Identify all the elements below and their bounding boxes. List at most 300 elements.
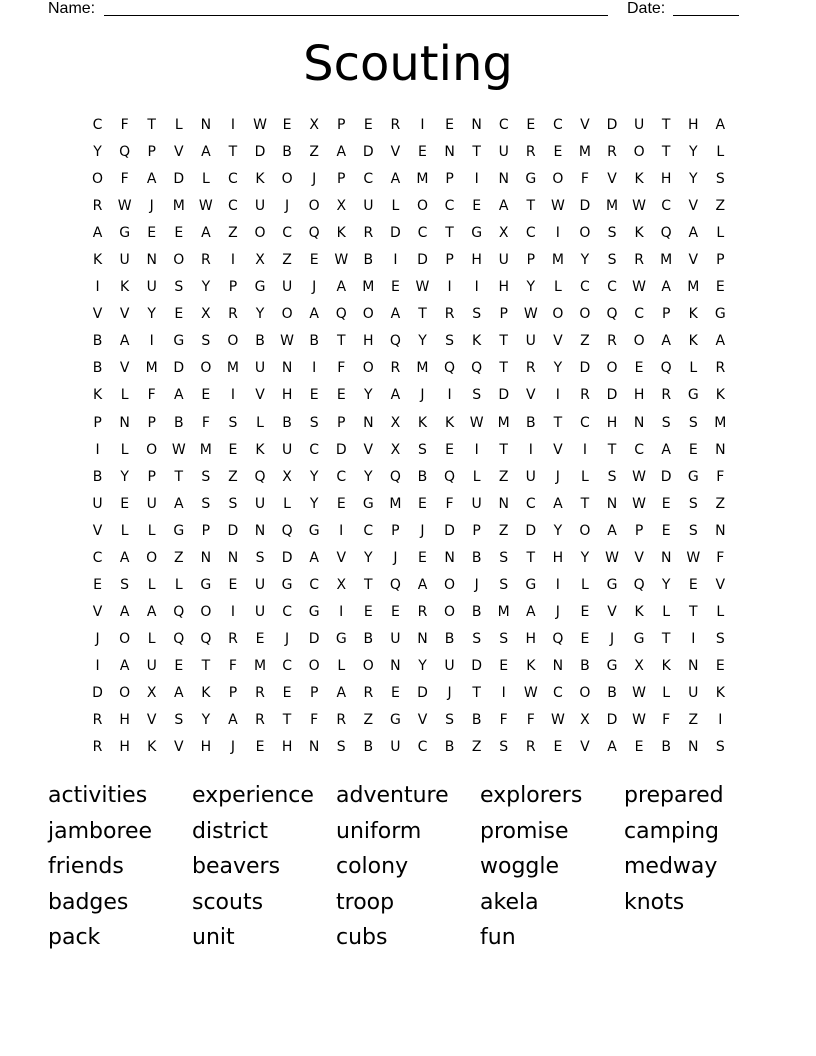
grid-cell: U (688, 684, 699, 701)
grid-cell: E (715, 279, 725, 296)
grid-cell: I (339, 603, 344, 620)
word-list-item: unit (192, 925, 235, 951)
grid-cell: K (688, 306, 698, 323)
grid-cell: K (634, 171, 644, 188)
grid-cell: X (634, 657, 644, 674)
grid-cell: K (255, 171, 265, 188)
grid-cell: A (417, 576, 428, 593)
grid-cell: V (92, 603, 103, 620)
grid-cell: A (119, 657, 130, 674)
grid-cell: L (201, 171, 210, 188)
grid-cell: Q (471, 360, 483, 377)
grid-cell: N (281, 360, 293, 377)
grid-cell: Q (552, 630, 564, 647)
grid-cell: H (281, 739, 293, 756)
date-blank-line[interactable] (673, 15, 739, 16)
grid-cell: P (201, 522, 211, 539)
grid-cell: P (337, 414, 346, 431)
word-list-item: akela (480, 889, 539, 915)
grid-cell: O (254, 225, 266, 242)
grid-cell: M (578, 144, 591, 161)
grid-cell: Y (309, 468, 319, 485)
grid-cell: P (445, 252, 454, 269)
grid-cell: A (309, 549, 319, 566)
grid-cell: T (580, 495, 590, 512)
grid-cell: A (228, 712, 238, 729)
grid-cell: Q (173, 630, 185, 647)
word-list-item: camping (624, 818, 719, 844)
grid-cell: O (444, 603, 456, 620)
grid-cell: C (417, 225, 428, 242)
grid-cell: K (634, 225, 644, 242)
grid-cell: Q (389, 576, 401, 593)
grid-cell: W (632, 684, 647, 701)
grid-cell: R (336, 712, 347, 729)
grid-cell: G (173, 333, 185, 350)
grid-cell: U (390, 630, 401, 647)
word-list-item: prepared (624, 783, 724, 808)
grid-cell: P (337, 117, 346, 133)
grid-cell: L (147, 576, 156, 593)
grid-cell: I (230, 117, 235, 133)
grid-cell: C (525, 225, 536, 242)
grid-cell: L (472, 468, 481, 485)
grid-cell: H (687, 117, 699, 133)
grid-cell: H (633, 387, 645, 404)
grid-cell: D (417, 684, 428, 701)
grid-cell: C (634, 441, 644, 458)
grid-cell: H (525, 630, 537, 647)
grid-cell: O (308, 657, 320, 674)
grid-cell: H (552, 549, 564, 566)
grid-cell: D (173, 171, 185, 188)
grid-cell: U (390, 739, 401, 756)
grid-cell: Q (633, 576, 645, 593)
grid-cell: R (661, 387, 672, 404)
grid-cell: O (362, 306, 374, 323)
grid-cell: C (282, 225, 292, 242)
grid-cell: T (499, 333, 508, 350)
grid-cell: S (688, 414, 698, 431)
grid-cell: R (715, 360, 726, 377)
grid-cell: V (553, 333, 563, 350)
grid-cell: E (526, 117, 536, 133)
grid-cell: O (362, 657, 374, 674)
grid-cell: N (471, 117, 482, 133)
grid-cell: I (339, 522, 344, 539)
grid-cell: A (607, 739, 617, 756)
grid-cell: P (499, 306, 508, 323)
grid-cell: R (444, 306, 455, 323)
grid-cell: I (149, 333, 154, 350)
grid-cell: A (498, 198, 509, 215)
grid-cell: S (607, 225, 617, 242)
grid-cell: M (687, 279, 700, 296)
grid-cell: D (660, 468, 672, 485)
grid-cell: E (418, 549, 427, 566)
grid-cell: Y (688, 144, 698, 161)
grid-cell: Y (580, 549, 590, 566)
grid-cell: E (580, 630, 590, 647)
grid-cell: F (201, 414, 210, 431)
grid-cell: R (228, 630, 238, 647)
grid-cell: C (92, 117, 103, 133)
grid-cell: A (336, 279, 347, 296)
word-list-item: explorers (480, 783, 583, 808)
grid-cell: H (281, 387, 293, 404)
grid-cell: E (445, 117, 454, 133)
grid-cell: L (337, 657, 346, 674)
grid-cell: I (230, 387, 235, 404)
grid-cell: N (688, 739, 699, 756)
grid-cell: V (607, 603, 617, 620)
grid-cell: N (200, 549, 212, 566)
grid-cell: P (634, 522, 644, 539)
grid-cell: U (146, 279, 157, 296)
name-blank-line[interactable] (104, 15, 608, 16)
grid-cell: Y (201, 712, 211, 729)
grid-cell: E (336, 387, 346, 404)
grid-cell: A (309, 306, 319, 323)
grid-cell: F (662, 712, 671, 729)
grid-cell: D (227, 522, 239, 539)
grid-cell: O (579, 522, 591, 539)
grid-cell: C (634, 306, 644, 323)
grid-cell: J (474, 576, 479, 593)
grid-cell: P (337, 171, 346, 188)
grid-cell: A (173, 387, 184, 404)
grid-cell: M (660, 252, 673, 269)
grid-cell: E (661, 495, 671, 512)
grid-cell: A (119, 549, 130, 566)
grid-cell: A (688, 225, 699, 242)
grid-cell: R (390, 360, 401, 377)
grid-cell: Y (364, 387, 373, 404)
grid-cell: K (526, 657, 536, 674)
grid-cell: R (390, 117, 401, 133)
page-title: Scouting (303, 36, 513, 92)
grid-cell: B (282, 144, 292, 161)
grid-cell: K (92, 252, 103, 269)
grid-cell: O (416, 198, 428, 215)
grid-cell: D (498, 387, 510, 404)
grid-cell: E (174, 225, 184, 242)
grid-cell: R (255, 684, 265, 701)
grid-cell: A (661, 333, 671, 350)
grid-cell: X (580, 712, 590, 729)
grid-cell: G (254, 279, 266, 296)
grid-cell: T (661, 117, 671, 133)
grid-cell: S (445, 712, 454, 729)
grid-cell: O (633, 333, 645, 350)
grid-cell: I (95, 441, 100, 458)
grid-cell: E (580, 603, 590, 620)
grid-cell: D (92, 684, 103, 701)
grid-cell: Z (228, 468, 238, 485)
grid-cell: Z (715, 495, 726, 512)
grid-cell: J (420, 522, 425, 539)
grid-cell: E (282, 117, 292, 133)
grid-cell: W (253, 117, 267, 133)
grid-cell: G (687, 468, 699, 485)
grid-cell: W (198, 198, 213, 215)
grid-cell: X (498, 225, 509, 242)
grid-cell: H (363, 333, 374, 350)
grid-cell: A (146, 171, 157, 188)
grid-cell: C (417, 739, 428, 756)
grid-cell: T (499, 441, 508, 458)
word-list-item: fun (480, 925, 516, 951)
grid-cell: D (254, 144, 266, 161)
grid-cell: Y (364, 549, 373, 566)
grid-cell: I (474, 171, 479, 188)
grid-cell: A (526, 603, 536, 620)
grid-cell: S (201, 468, 211, 485)
grid-cell: N (633, 414, 645, 431)
grid-cell: K (661, 657, 671, 674)
grid-cell: M (551, 252, 564, 269)
grid-cell: O (173, 252, 185, 269)
grid-cell: U (471, 495, 482, 512)
grid-cell: K (634, 603, 644, 620)
grid-cell: E (363, 117, 373, 133)
grid-cell: V (390, 144, 401, 161)
grid-cell: S (201, 495, 211, 512)
grid-cell: M (497, 603, 510, 620)
grid-cell: Z (282, 252, 292, 269)
grid-cell: U (254, 603, 266, 620)
grid-cell: T (661, 144, 671, 161)
grid-cell: J (95, 630, 100, 647)
word-list-item: experience (192, 783, 314, 808)
grid-cell: U (92, 495, 103, 512)
word-list-item: scouts (192, 889, 264, 915)
grid-cell: D (444, 522, 455, 539)
grid-cell: E (363, 603, 373, 620)
grid-cell: S (688, 522, 698, 539)
grid-cell: S (715, 739, 725, 756)
grid-cell: P (93, 414, 102, 431)
grid-cell: S (499, 739, 509, 756)
grid-cell: I (447, 279, 452, 296)
grid-cell: A (146, 603, 157, 620)
word-list-item: activities (48, 783, 148, 808)
grid-cell: Z (688, 712, 699, 729)
grid-cell: I (95, 279, 100, 296)
grid-cell: F (120, 117, 129, 133)
grid-cell: H (498, 279, 509, 296)
grid-cell: M (497, 414, 510, 431)
grid-cell: F (337, 360, 346, 377)
grid-cell: E (120, 495, 130, 512)
grid-cell: M (199, 441, 212, 458)
grid-cell: D (308, 630, 320, 647)
grid-cell: C (363, 522, 374, 539)
grid-cell: D (606, 117, 618, 133)
grid-cell: N (308, 739, 320, 756)
grid-cell: S (472, 630, 482, 647)
grid-cell: S (499, 630, 509, 647)
grid-cell: T (174, 468, 184, 485)
grid-cell: E (309, 252, 319, 269)
grid-cell: U (281, 279, 293, 296)
grid-cell: T (282, 712, 292, 729)
grid-cell: B (525, 414, 536, 431)
grid-cell: B (363, 739, 374, 756)
grid-cell: M (145, 360, 158, 377)
grid-cell: I (474, 279, 479, 296)
grid-cell: P (661, 306, 671, 323)
grid-cell: K (255, 441, 265, 458)
grid-cell: S (228, 414, 238, 431)
grid-cell: V (119, 360, 130, 377)
grid-cell: O (552, 171, 564, 188)
grid-cell: V (580, 739, 590, 756)
grid-cell: M (416, 171, 429, 188)
grid-cell: I (230, 603, 235, 620)
grid-cell: Y (418, 657, 427, 674)
grid-cell: V (173, 144, 184, 161)
grid-cell: I (528, 441, 533, 458)
grid-cell: K (201, 684, 211, 701)
grid-cell: V (336, 549, 347, 566)
grid-cell: Z (471, 739, 482, 756)
grid-cell: Q (444, 468, 456, 485)
grid-cell: H (119, 739, 130, 756)
grid-cell: N (363, 414, 374, 431)
grid-cell: P (391, 522, 400, 539)
grid-cell: D (579, 360, 591, 377)
grid-cell: P (526, 252, 536, 269)
grid-cell: T (147, 117, 156, 133)
grid-cell: K (472, 333, 482, 350)
grid-cell: E (634, 360, 644, 377)
grid-cell: T (526, 549, 536, 566)
grid-cell: N (417, 630, 428, 647)
grid-cell: W (171, 441, 186, 458)
grid-cell: E (147, 225, 157, 242)
grid-cell: R (363, 225, 374, 242)
grid-cell: V (119, 306, 130, 323)
grid-cell: C (552, 117, 563, 133)
grid-cell: L (256, 414, 264, 431)
grid-cell: N (660, 549, 672, 566)
grid-cell: Y (201, 279, 211, 296)
grid-cell: I (555, 387, 560, 404)
grid-cell: R (525, 360, 536, 377)
grid-cell: I (393, 252, 398, 269)
grid-cell: R (92, 712, 103, 729)
grid-cell: G (362, 495, 374, 512)
grid-cell: A (607, 522, 617, 539)
grid-cell: J (312, 279, 317, 296)
grid-cell: R (525, 144, 536, 161)
word-list (48, 779, 768, 957)
grid-cell: V (255, 387, 265, 404)
grid-cell: B (255, 333, 265, 350)
grid-cell: Y (553, 522, 563, 539)
grid-cell: R (607, 144, 617, 161)
grid-cell: R (200, 252, 211, 269)
grid-cell: O (552, 306, 564, 323)
grid-cell: S (120, 576, 130, 593)
grid-cell: P (147, 468, 156, 485)
grid-cell: G (606, 576, 618, 593)
grid-cell: H (119, 712, 130, 729)
grid-cell: R (417, 603, 428, 620)
grid-cell: O (92, 171, 104, 188)
grid-cell: C (228, 171, 238, 188)
grid-cell: B (92, 333, 103, 350)
grid-cell: Q (200, 630, 212, 647)
grid-cell: B (92, 360, 103, 377)
grid-cell: I (555, 225, 560, 242)
grid-cell: X (146, 684, 157, 701)
word-list-item: adventure (336, 783, 449, 808)
grid-cell: S (499, 549, 509, 566)
grid-cell: L (120, 522, 129, 539)
grid-cell: P (472, 522, 481, 539)
grid-cell: E (201, 387, 211, 404)
grid-cell: M (416, 360, 429, 377)
grid-cell: M (362, 279, 375, 296)
grid-cell: Y (418, 333, 427, 350)
grid-cell: V (715, 576, 726, 593)
grid-cell: O (281, 171, 293, 188)
grid-cell: M (605, 198, 619, 215)
grid-cell: I (555, 576, 560, 593)
grid-cell: O (119, 630, 131, 647)
grid-cell: G (525, 171, 537, 188)
grid-cell: B (471, 712, 482, 729)
grid-cell: S (688, 495, 698, 512)
grid-cell: E (418, 144, 427, 161)
grid-cell: I (230, 252, 235, 269)
grid-cell: J (230, 739, 235, 756)
grid-cell: Z (228, 225, 238, 242)
grid-cell: S (309, 414, 319, 431)
grid-cell: Y (255, 306, 265, 323)
grid-cell: I (718, 712, 723, 729)
grid-cell: W (469, 414, 484, 431)
grid-cell: D (525, 522, 537, 539)
grid-cell: U (498, 252, 509, 269)
grid-cell: O (606, 360, 618, 377)
grid-cell: G (525, 576, 537, 593)
grid-cell: W (523, 684, 538, 701)
grid-cell: J (393, 549, 398, 566)
grid-cell: X (255, 252, 265, 269)
grid-cell: U (254, 360, 266, 377)
grid-cell: D (335, 441, 347, 458)
grid-cell: J (609, 630, 615, 647)
grid-cell: C (228, 198, 238, 215)
word-list-item: medway (624, 854, 718, 880)
grid-cell: S (661, 414, 671, 431)
grid-cell: C (336, 468, 347, 485)
grid-cell: V (607, 171, 617, 188)
grid-cell: B (417, 468, 428, 485)
grid-cell: A (390, 306, 401, 323)
grid-cell: G (389, 712, 401, 729)
word-list-item: badges (48, 889, 129, 915)
word-list-item: jamboree (48, 818, 153, 844)
grid-cell: F (580, 171, 589, 188)
grid-cell: U (363, 198, 374, 215)
grid-cell: A (92, 225, 103, 242)
grid-cell: N (552, 657, 564, 674)
grid-cell: V (688, 198, 699, 215)
